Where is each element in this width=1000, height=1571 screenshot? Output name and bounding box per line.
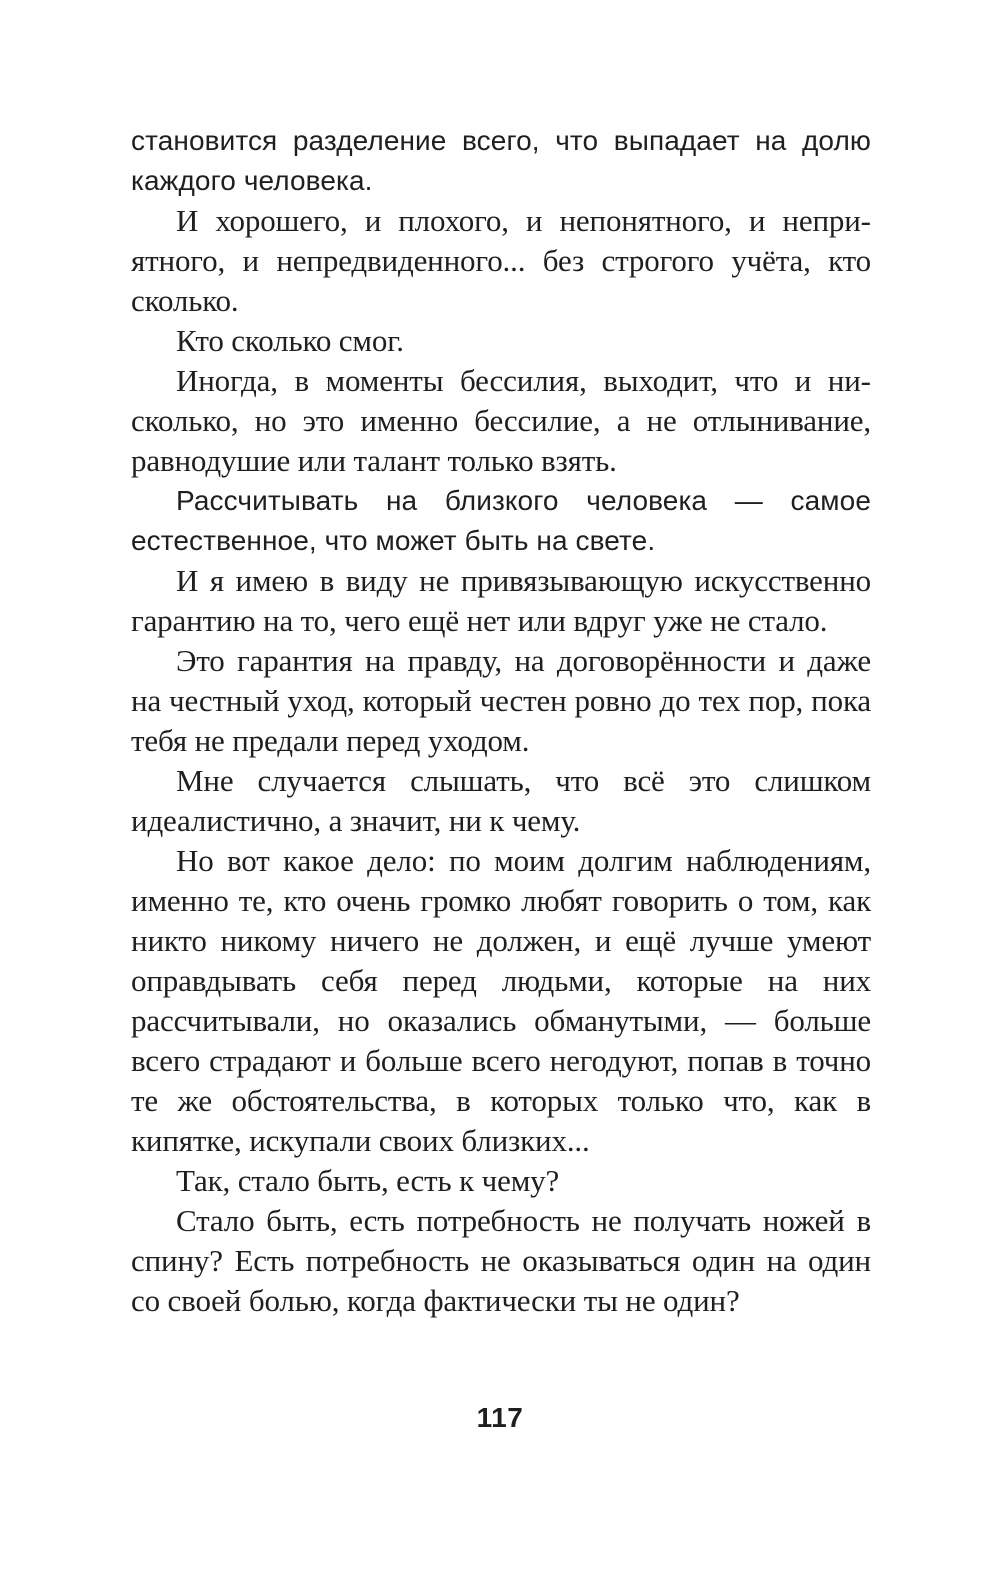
paragraph-5: Рассчитывать на близкого человека — самое естественное, что может быть на свете.	[131, 485, 871, 556]
paragraph-9: Но вот какое дело: по моим долгим наблюдениям, именно те, кто очень громко любят говорить о том, как никто никому ничего не должен, и ещё лучше умеют оправдывать себя перед людьми, которые на них рассчитывали, но оказались обманутыми, — больше всего страдают и больше всего негодуют, попав в точно те же обстоятельства, в которых только что, как в кипятке, искупали своих близких...	[131, 843, 871, 1158]
body-text	[131, 121, 871, 1321]
page-number: 117	[476, 1402, 524, 1433]
paragraph-4: Иногда, в моменты бессилия, выходит, что и нисколько, но это именно бессилие, а не отлынивание, равнодушие или талант только взять.	[131, 363, 871, 478]
paragraph-3: Кто сколько смог.	[176, 323, 404, 358]
paragraph-10: Так, стало быть, есть к чему?	[176, 1163, 560, 1198]
paragraph-8: Мне случается слышать, что всё это слишком идеалистично, а значит, ни к чему.	[131, 763, 871, 838]
paragraph-1: становится разделение всего, что выпадает на долю каждого человека.	[131, 125, 871, 196]
paragraph-11: Стало быть, есть потребность не получать ножей в спину? Есть потребность не оказываться один на один со своей болью, когда фактически ты не один?	[131, 1203, 871, 1318]
paragraph-7: Это гарантия на правду, на договорённости и даже на честный уход, который честен ровно до тех пор, пока тебя не предали перед уходом.	[131, 643, 871, 758]
paragraph-2: И хорошего, и плохого, и непонятного, и неприятного, и непредвиденного... без строгого учёта, кто сколько.	[131, 203, 871, 318]
paragraph-6: И я имею в виду не привязывающую искусственно гарантию на то, чего ещё нет или вдруг уже не стало.	[131, 563, 871, 638]
